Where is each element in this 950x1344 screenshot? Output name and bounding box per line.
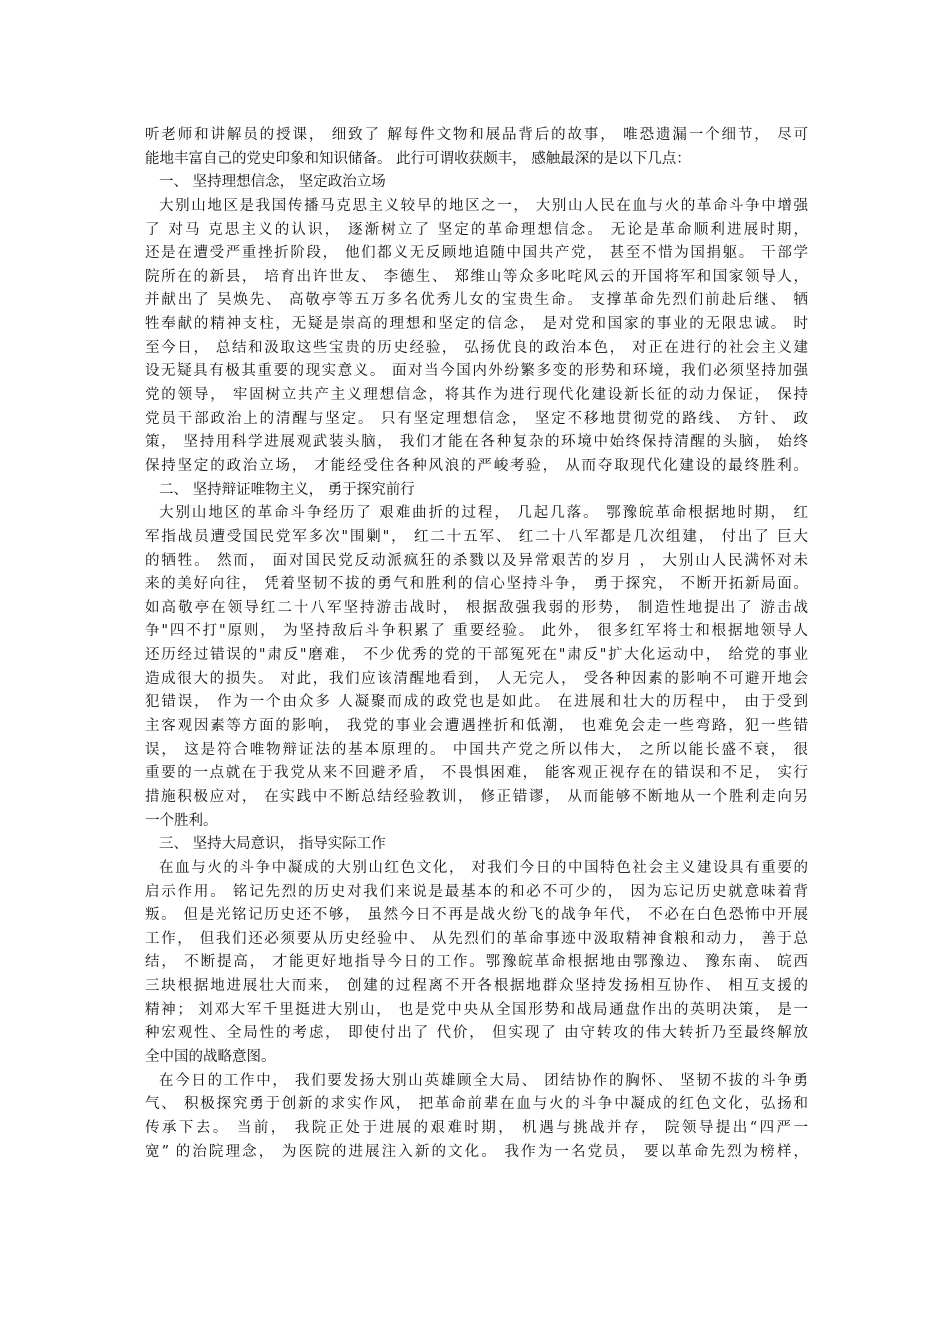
- text-line: 能地丰富自己的党史印象和知识储备。 此行可谓收获颇丰， 感触最深的是以下几点：: [145, 150, 691, 167]
- text-line: 宽” 的治院理念， 为医院的进展注入新的文化。 我作为一名党员， 要以革命先烈为榜样，: [145, 1143, 808, 1160]
- text-line: 了 对马 克思主义的认识， 逐渐树立了 坚定的革命理想信念。 无论是革命顺利进展时期，: [145, 221, 808, 238]
- text-line: 造成很大的损失。 对此，我们应该清醒地看到， 人无完人， 受各种因素的影响不可避开地会: [145, 670, 808, 687]
- text-line: 主客观因素等方面的影响， 我党的事业会遭遇挫折和低潮， 也难免会走一些弯路，犯一些错: [145, 718, 808, 735]
- text-line: 保持坚定的政治立场， 才能经受住各种风浪的严峻考验， 从而夺取现代化建设的最终胜利。: [145, 457, 808, 474]
- text-line: 听老师和讲解员的授课， 细致了 解每件文物和展品背后的故事， 唯恐遗漏一个细节， 尽可: [145, 127, 808, 143]
- text-line: 工作， 但我们还必须要从历史经验中、 从先烈们的革命事迹中汲取精神食粮和动力， 善于总: [145, 930, 808, 947]
- text-line: 设无疑具有极其重要的现实意义。 面对当今国内外纷繁多变的形势和环境，我们必须坚持加强: [145, 363, 808, 380]
- text-line: 大别山地区是我国传播马克思主义较早的地区之一， 大别山人民在血与火的革命斗争中增强: [159, 197, 808, 214]
- text-line: 在血与火的斗争中凝成的大别山红色文化， 对我们今日的中国特色社会主义建设具有重要的: [159, 859, 808, 876]
- text-line: 在今日的工作中， 我们要发扬大别山英雄顾全大局、 团结协作的胸怀、 坚韧不拔的斗争勇: [159, 1072, 808, 1089]
- text-line: 并献出了 吴焕先、 高敬亭等五万多名优秀儿女的宝贵生命。 支撑革命先烈们前赴后继、 牺: [145, 292, 808, 309]
- text-line: 犯错误， 作为一个由众多 人凝聚而成的政党也是如此。 在进展和壮大的历程中， 由于受到: [145, 694, 808, 711]
- text-line: 结， 不断提高， 才能更好地指导今日的工作。鄂豫皖革命根据地由鄂豫边、 豫东南、 皖西: [145, 954, 808, 971]
- text-line: 精神； 刘邓大军千里挺进大别山， 也是党中央从全国形势和战局通盘作出的英明决策， 是一: [145, 1001, 808, 1018]
- text-line: 争"四不打"原则， 为坚持敌后斗争积累了 重要经验。 此外， 很多红军将士和根据地领导人: [145, 623, 808, 640]
- text-line: 误， 这是符合唯物辩证法的基本原理的。 中国共产党之所以伟大， 之所以能长盛不衰， 很: [145, 741, 808, 758]
- text-line: 如高敬亭在领导红二十八军坚持游击战时， 根据敌强我弱的形势， 制造性地提出了 游击战: [145, 599, 808, 616]
- text-line: 大别山地区的革命斗争经历了 艰难曲折的过程， 几起几落。 鄂豫皖革命根据地时期， 红: [159, 505, 808, 522]
- document-page: [145, 124, 808, 1164]
- text-line: 至今日， 总结和汲取这些宝贵的历史经验， 弘扬优良的政治本色， 对正在进行的社会主义建: [145, 339, 808, 356]
- text-line: 的牺牲。 然而， 面对国民党反动派疯狂的杀戮以及异常艰苦的岁月 ， 大别山人民满怀对未: [145, 552, 808, 569]
- text-line: 叛。 但是光铭记历史还不够， 虽然今日不再是战火纷飞的战争年代， 不必在白色恐怖中开展: [145, 907, 808, 924]
- text-line: 种宏观性、全局性的考虑， 即使付出了 代价， 但实现了 由守转攻的伟大转折乃至最终解放: [145, 1025, 808, 1042]
- section-heading: 一、 坚持理想信念， 坚定政治立场: [159, 174, 386, 191]
- text-line: 气、 积极探究勇于创新的求实作风， 把革命前辈在血与火的斗争中凝成的红色文化，弘扬和: [145, 1096, 808, 1113]
- text-line: 院所在的新县， 培育出许世友、 李德生、 郑维山等众多叱咤风云的开国将军和国家领导人，: [145, 268, 808, 285]
- text-line: 全中国的战略意图。: [145, 1048, 276, 1065]
- text-line: 来的美好向往， 凭着坚韧不拔的勇气和胜利的信心坚持斗争， 勇于探究， 不断开拓新局面。: [145, 576, 808, 593]
- text-line: 措施积极应对， 在实践中不断总结经验教训， 修正错谬， 从而能够不断地从一个胜利走向另: [145, 788, 808, 805]
- text-line: 传承下去。 当前， 我院正处于进展的艰难时期， 机遇与挑战并存， 院领导提出“四严一: [145, 1119, 808, 1136]
- section-heading: 三、 坚持大局意识， 指导实际工作: [159, 836, 386, 853]
- text-line: 还历经过错误的"肃反"磨难， 不少优秀的党的干部冤死在"肃反"扩大化运动中， 给党的事业: [145, 647, 808, 664]
- section-heading: 二、 坚持辩证唯物主义， 勇于探究前行: [159, 481, 415, 498]
- text-line: 重要的一点就在于我党从来不回避矛盾， 不畏惧困难， 能客观正视存在的错误和不足， 实行: [145, 765, 808, 782]
- text-line: 还是在遭受严重挫折阶段， 他们都义无反顾地追随中国共产党， 甚至不惜为国捐躯。 干部学: [145, 245, 808, 262]
- text-line: 一个胜利。: [145, 812, 218, 829]
- text-line: 党员干部政治上的清醒与坚定。 只有坚定理想信念， 坚定不移地贯彻党的路线、 方针、 政: [145, 410, 808, 427]
- text-line: 牲奉献的精神支柱，无疑是崇高的理想和坚定的信念， 是对党和国家的事业的无限忠诚。 时: [145, 316, 808, 333]
- text-line: 党的领导， 牢固树立共产主义理想信念，将其作为进行现代化建设新长征的动力保证， 保持: [145, 387, 808, 404]
- text-line: 启示作用。 铭记先烈的历史对我们来说是最基本的和必不可少的， 因为忘记历史就意味着背: [145, 883, 808, 900]
- text-line: 军指战员遭受国民党军多次"围剿"， 红二十五军、 红二十八军都是几次组建， 付出了 巨大: [145, 528, 808, 545]
- text-line: 策， 坚持用科学进展观武装头脑， 我们才能在各种复杂的环境中始终保持清醒的头脑， 始终: [145, 434, 808, 451]
- text-line: 三块根据地进展壮大而来， 创建的过程离不开各根据地群众坚持发扬相互协作、 相互支援的: [145, 978, 808, 995]
